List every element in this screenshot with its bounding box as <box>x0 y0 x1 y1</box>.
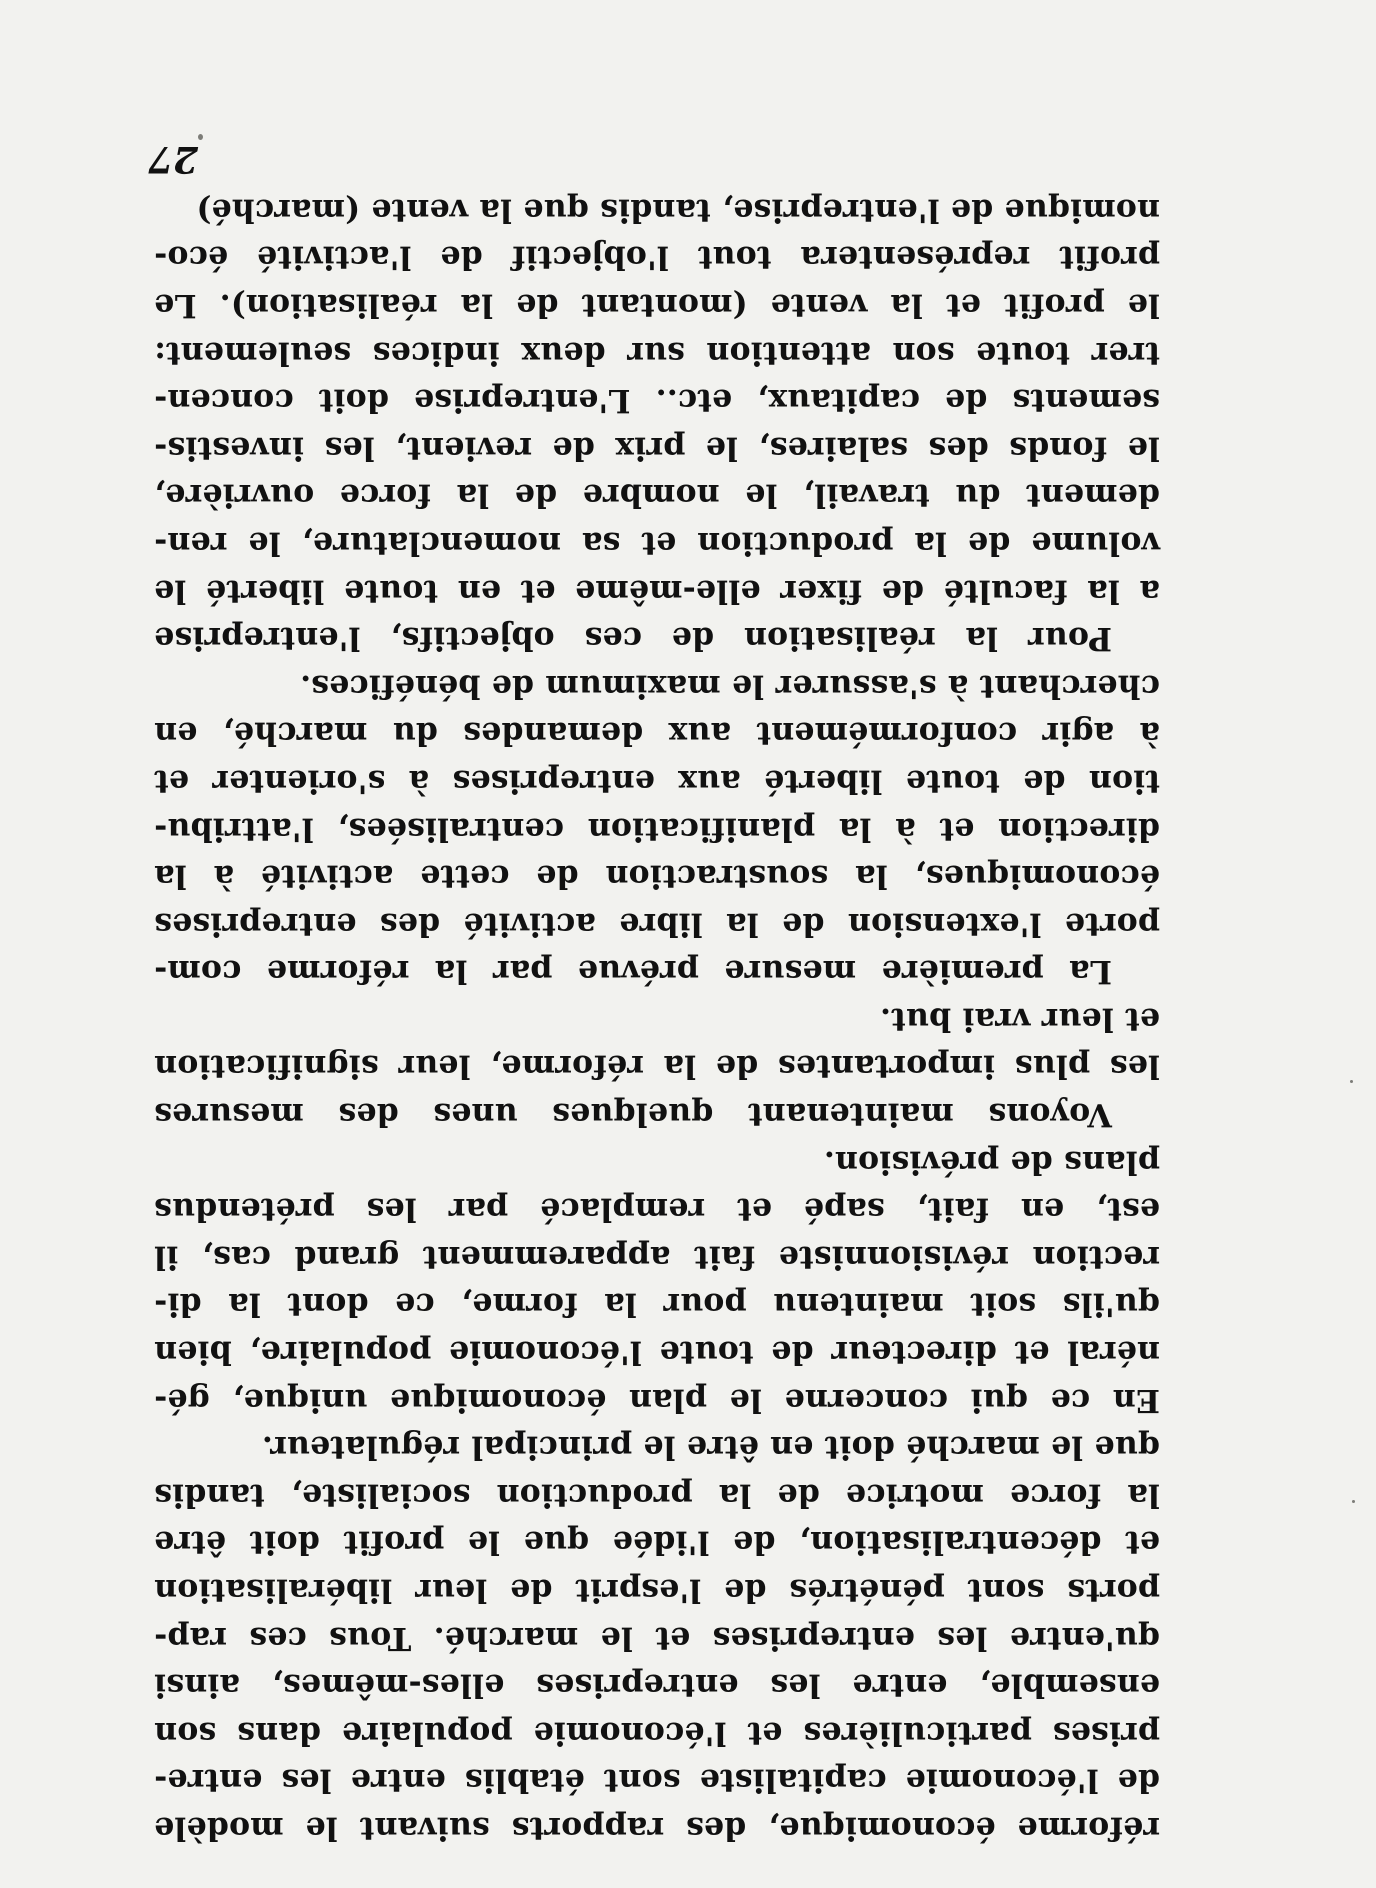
text-line: dement du travail, le nombre de la force ouvrière, <box>154 477 1160 515</box>
text-line: nomique de l'entreprise, tandis que la vente (marché) <box>196 191 1160 229</box>
text-line: prises particulières et l'économie populaire dans son <box>154 1714 1160 1752</box>
dust-speck <box>1352 1500 1355 1503</box>
text-line: ensemble, entre les entreprises elles-mêmes, ainsi <box>154 1667 1160 1705</box>
text-line: à agir conformément aux demandes du marché, en <box>154 715 1160 753</box>
text-line: et décentralisation, de l'idée que le profit doit être <box>154 1524 1160 1562</box>
text-line: la force motrice de la production socialiste, tandis <box>154 1476 1160 1514</box>
paragraph <box>154 1138 1160 1424</box>
text-line: économiques, la soustraction de cette activité à la <box>154 858 1160 896</box>
text-line: En ce qui concerne le plan économique unique, gé- <box>154 1381 1160 1419</box>
text-line: tion de toute liberté aux entreprises à s'orienter et <box>154 762 1160 800</box>
text-line: direction et à la planification centralisées, l'attribu- <box>154 810 1160 848</box>
text-line: plans de prévision. <box>823 1143 1160 1181</box>
text-line: que le marché doit en être le principal régulateur. <box>261 1429 1160 1467</box>
text-line: Voyons maintenant quelques unes des mesures <box>154 1096 1112 1134</box>
paragraph <box>154 186 1160 662</box>
dust-speck <box>1350 1080 1353 1083</box>
text-line: réforme économique, des rapports suivant le modèle <box>154 1810 1160 1847</box>
dust-speck <box>198 134 203 140</box>
text-line: La première mesure prévue par la réforme com- <box>154 953 1112 991</box>
paragraph <box>154 1424 1160 1852</box>
text-line: a la faculté de fixer elle-même et en toute liberté le <box>154 572 1160 610</box>
body-text <box>154 186 1160 1852</box>
text-line: qu'entre les entreprises et le marché. Tous ces rap- <box>154 1619 1160 1657</box>
paragraph <box>154 662 1160 995</box>
text-line: Pour la réalisation de ces objectifs, l'entreprise <box>154 620 1112 658</box>
text-line: cherchant à s'assurer le maximum de bénéfices. <box>299 667 1160 705</box>
text-line: néral et directeur de toute l'économie populaire, bien <box>154 1334 1160 1372</box>
text-line: de l'économie capitaliste sont établis entre les entre- <box>154 1762 1160 1800</box>
text-line: profit représentera tout l'objectif de l'activité éco- <box>154 239 1160 277</box>
paragraph <box>154 995 1160 1138</box>
text-line: les plus importantes de la réforme, leur signification <box>154 1048 1160 1086</box>
text-line: le profit et la vente (montant de la réalisation). Le <box>154 287 1160 324</box>
text-line: trer toute son attention sur deux indices seulement: <box>154 334 1160 372</box>
text-line: le fonds des salaires, le prix de revient, les investis- <box>154 429 1160 467</box>
text-line: volume de la production et sa nomenclature, le ren- <box>154 524 1160 562</box>
text-line: sements de capitaux, etc.. L'entreprise doit concen- <box>154 382 1160 420</box>
text-line: porte l'extension de la libre activité des entreprises <box>154 905 1160 943</box>
text-line: rection révisionniste fait apparemment grand cas, il <box>154 1238 1160 1276</box>
text-line: et leur vrai but. <box>879 1000 1160 1038</box>
page-number: 27 <box>147 138 198 180</box>
text-line: est, en fait, sapé et remplacé par les prétendus <box>154 1191 1160 1229</box>
text-line: ports sont pénétrés de l'esprit de leur libéralisation <box>154 1572 1160 1610</box>
text-line: qu'ils soit maintenu pour la forme, ce dont la di- <box>154 1286 1160 1324</box>
